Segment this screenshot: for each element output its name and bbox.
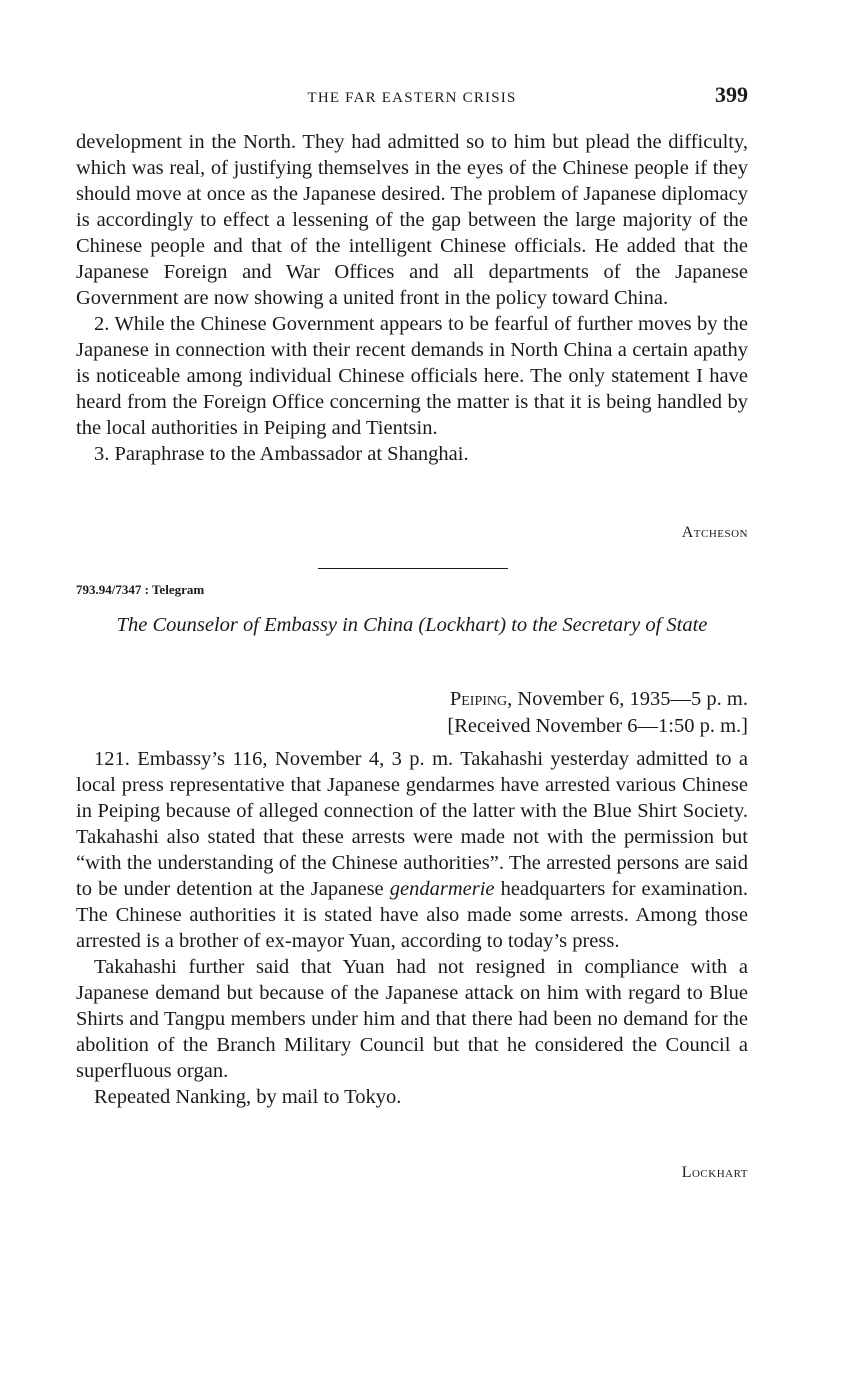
dateline	[76, 686, 748, 713]
telegram-paragraph-2: Takahashi further said that Yuan had not resigned in compliance with a Japanese demand but because of the Japanese attack on him with regard to Blue Shirts and Tangpu members under him and that there had been no demand for the abolition of the Branch Military Council but that he considered the Council a superfluous organ.	[76, 956, 748, 1082]
telegram-paragraph-1-start: 121. Embassy’s 116, November 4, 3 p. m. Takahashi yesterday admitted to a local press representative that Japanese gendarmes have arrested various Chinese in Peiping because of alleged connection of the latter with the Blue Shirt Society. Takahashi also stated that these arrests were made not with the permission but “with the understanding of the Chinese authorities”. The arrested persons are said to be under detention at the Japanese	[76, 748, 748, 900]
document-title: The Counselor of Embassy in China (Lockhart) to the Secretary of State	[116, 614, 708, 636]
continued-paragraph-3: 3. Paraphrase to the Ambassador at Shanghai.	[94, 443, 469, 465]
signature-block-1	[76, 524, 748, 542]
signature-lockhart: Lockhart	[681, 1164, 748, 1181]
signature-atcheson: Atcheson	[681, 524, 748, 541]
section-divider	[318, 568, 508, 569]
dateline-block	[76, 686, 748, 740]
telegram-paragraph-1	[76, 746, 748, 954]
continued-telegram	[76, 129, 748, 467]
document-title-block	[76, 612, 748, 638]
dateline-place: Peiping,	[449, 688, 513, 710]
page-number: 399	[715, 82, 748, 107]
continued-paragraph-1: development in the North. They had admitted so to him but plead the difficulty, which was real, of justifying themselves in the eyes of the Chinese people if they should move at once as the Japanese desired. The problem of Japanese diplomacy is accordingly to effect a lessening of the gap between the large majority of the Chinese people and that of the intelligent Chinese officials. He added that the Japanese Foreign and War Offices and all departments of the Japanese Government are now showing a united front in the policy toward China.	[76, 131, 748, 309]
running-head	[76, 82, 748, 114]
file-reference: 793.94/7347 : Telegram	[76, 582, 205, 597]
file-reference-block	[76, 582, 748, 598]
continued-paragraph-2: 2. While the Chinese Government appears to be fearful of further moves by the Japanese in connection with their recent demands in North China a certain apathy is noticeable among individual Chinese officials here. The only statement I have heard from the Foreign Office concerning the matter is that it is being handled by the local authorities in Peiping and Tientsin.	[76, 313, 748, 439]
dateline-date: November 6, 1935—5 p. m.	[517, 688, 748, 710]
telegram-paragraph-3: Repeated Nanking, by mail to Tokyo.	[94, 1086, 402, 1108]
signature-block-2	[76, 1164, 748, 1182]
telegram-paragraph-1-italic: gendarmerie	[389, 878, 495, 900]
telegram-body	[76, 746, 748, 1110]
running-title: THE FAR EASTERN CRISIS	[307, 90, 517, 106]
received-line: [Received November 6—1:50 p. m.]	[447, 715, 748, 737]
telegram-paragraph-1-end: headquarters for examination. The Chinese authorities it is stated have also made some arrests. Among those arrested is a brother of ex-mayor Yuan, according to today’s press.	[76, 878, 748, 952]
